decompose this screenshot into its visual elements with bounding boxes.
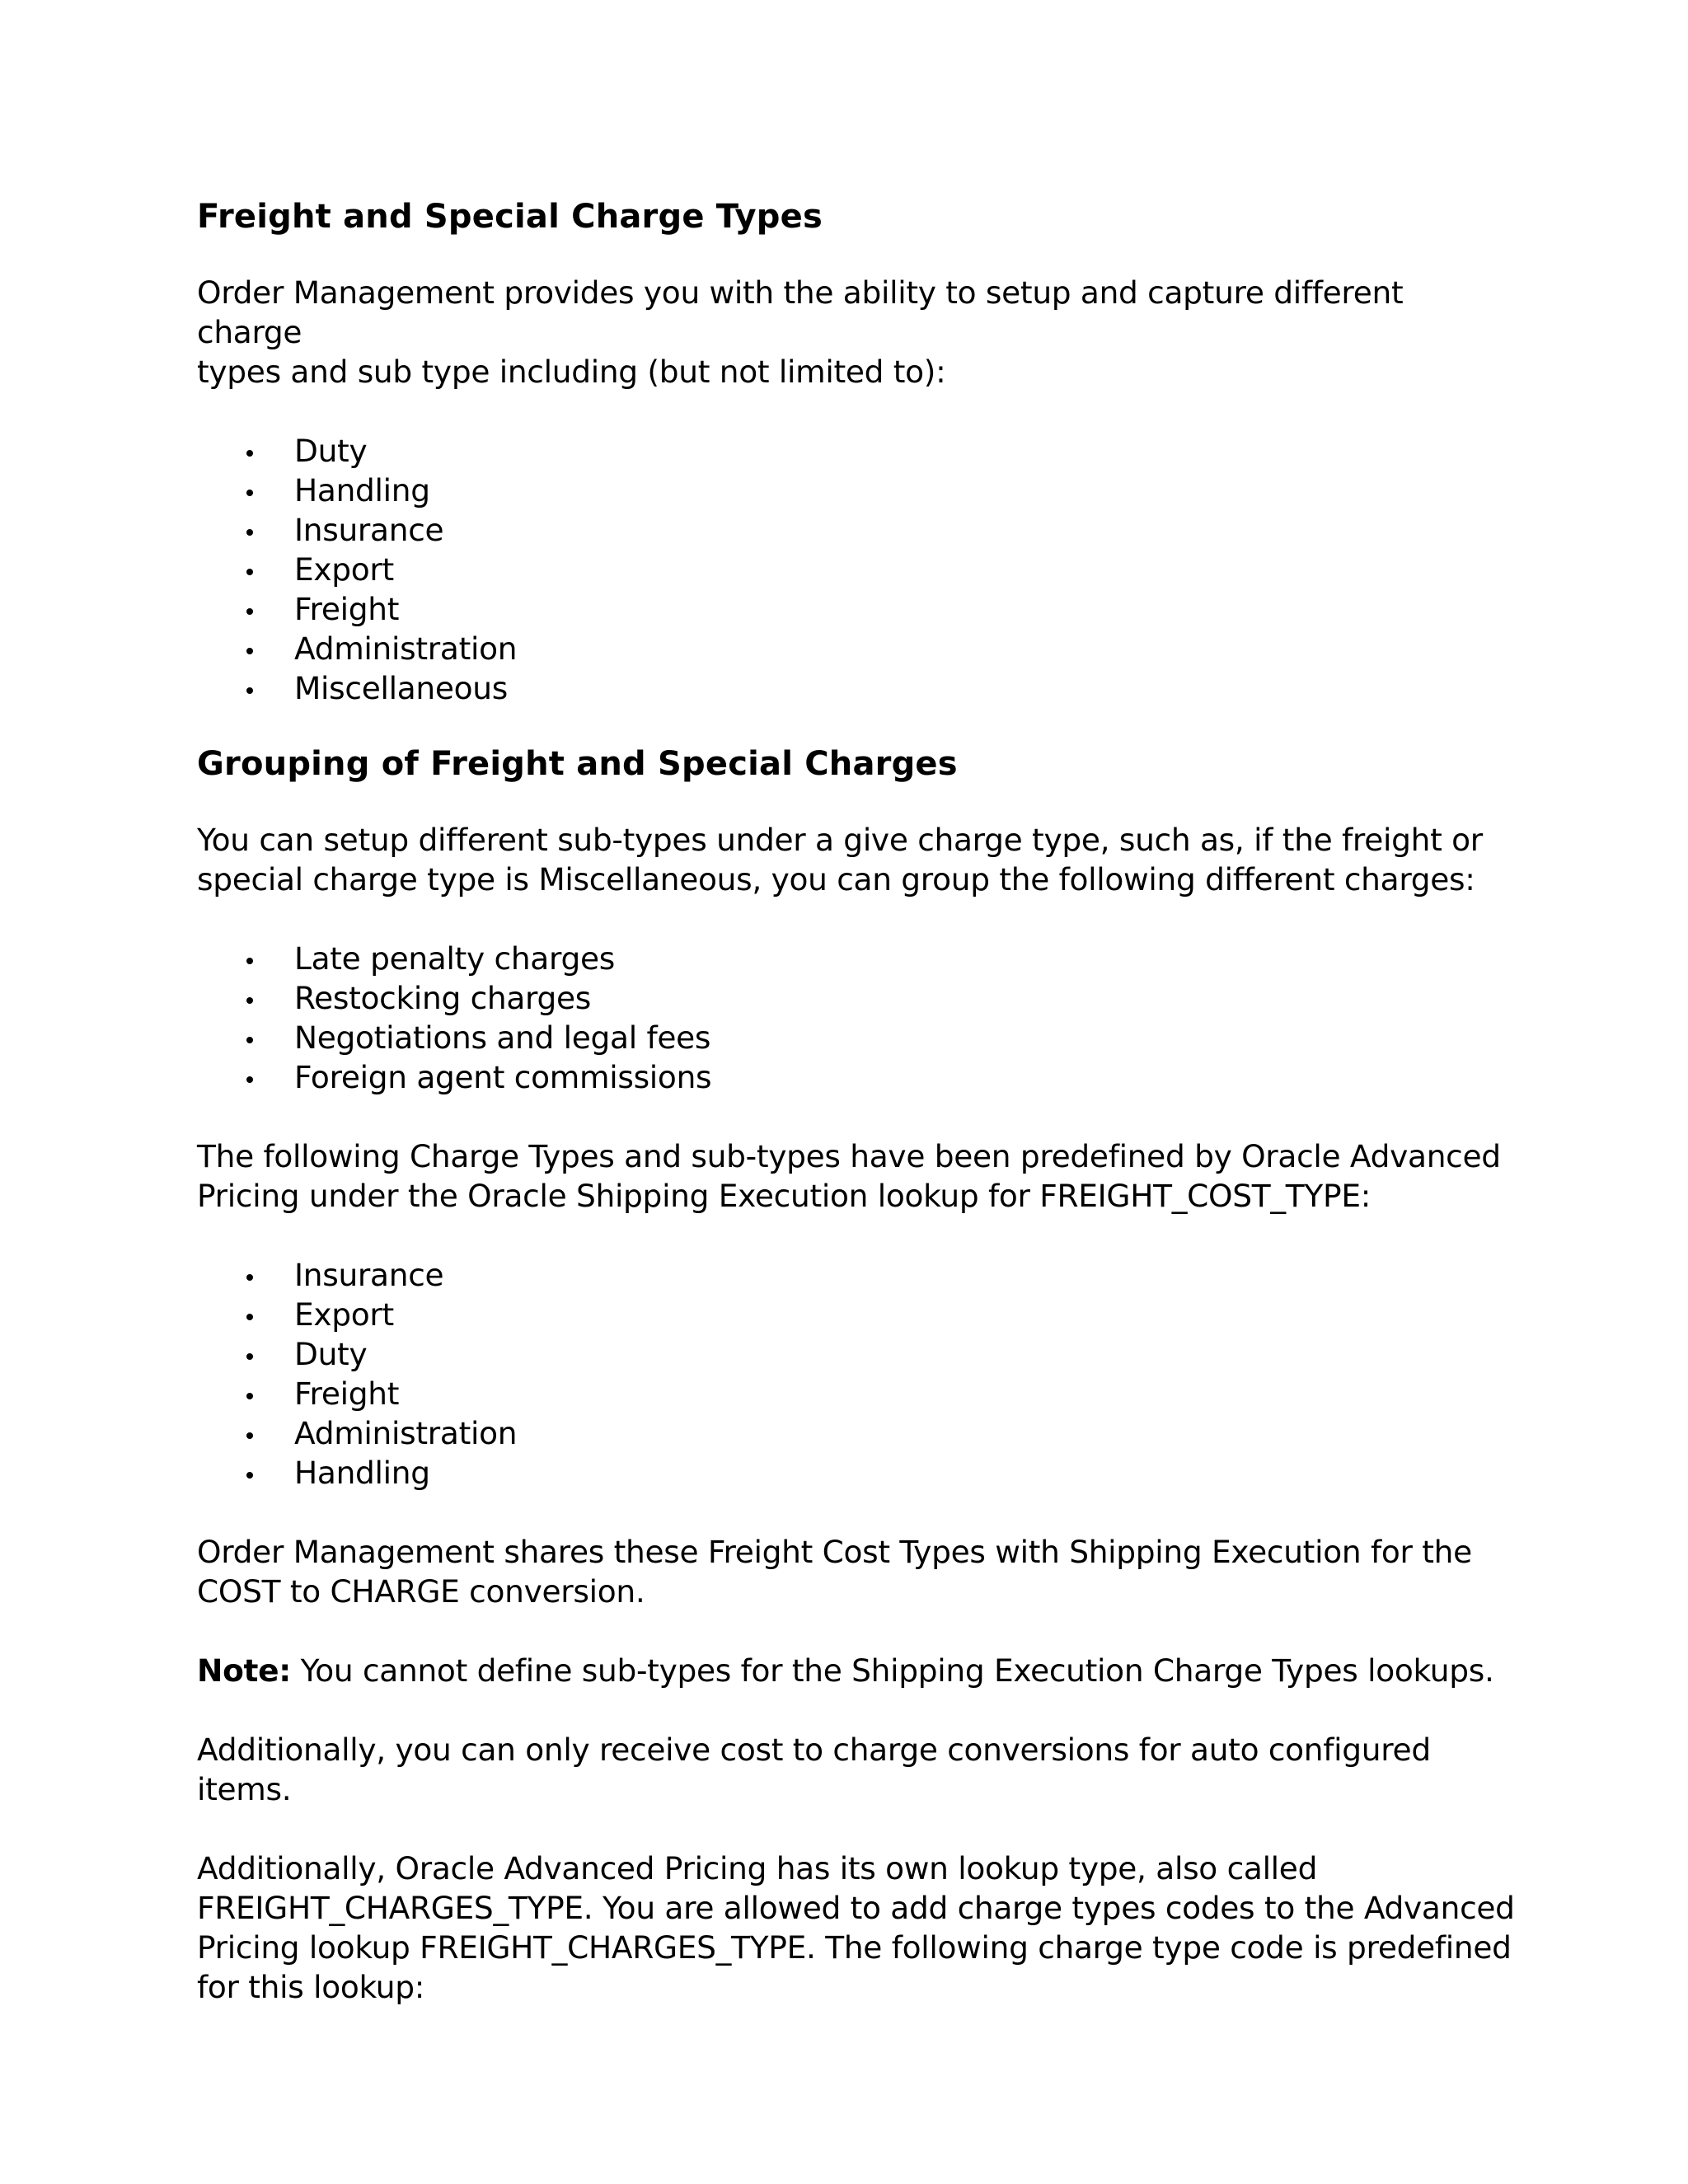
intro-line-1: Order Management provides you with the ability to setup and capture different charge [197, 274, 1404, 350]
additionally-paragraph-1: Additionally, you can only receive cost to charge conversions for auto configured items. [197, 1732, 1431, 1807]
list-item: Insurance [197, 1255, 1516, 1295]
list-item: Insurance [197, 510, 1516, 550]
predefined-paragraph [197, 1137, 1516, 1216]
list-item: Restocking charges [197, 978, 1516, 1018]
predefined-types-list [197, 1255, 1516, 1493]
shares-line-2: COST to CHARGE conversion. [197, 1573, 645, 1610]
predefined-line-1: The following Charge Types and sub-types have been predefined by Oracle Advanced [197, 1138, 1501, 1174]
shares-line-1: Order Management shares these Freight Cost Types with Shipping Execution for the [197, 1534, 1472, 1570]
list-item: Negotiations and legal fees [197, 1018, 1516, 1057]
additionally-line-2: FREIGHT_CHARGES_TYPE. You are allowed to add charge types codes to the Advanced [197, 1890, 1515, 1926]
note-text: You cannot define sub-types for the Shipping Execution Charge Types lookups. [291, 1652, 1494, 1689]
miscellaneous-charges-list [197, 939, 1516, 1097]
list-item: Export [197, 550, 1516, 589]
section-heading-charge-types: Freight and Special Charge Types [197, 198, 823, 236]
grouping-line-2: special charge type is Miscellaneous, you can group the following different charges: [197, 861, 1475, 898]
note-label: Note: [197, 1652, 292, 1689]
list-item: Foreign agent commissions [197, 1057, 1516, 1097]
list-item: Export [197, 1295, 1516, 1334]
list-item: Handling [197, 1453, 1516, 1493]
charge-type-list [197, 431, 1516, 708]
list-item: Handling [197, 471, 1516, 510]
list-item: Administration [197, 629, 1516, 668]
additionally-line-4: for this lookup: [197, 1969, 425, 2005]
additionally-line-1: Additionally, Oracle Advanced Pricing has its own lookup type, also called [197, 1850, 1318, 1886]
shares-paragraph [197, 1532, 1516, 1611]
list-item: Miscellaneous [197, 668, 1516, 708]
list-item: Late penalty charges [197, 939, 1516, 978]
intro-paragraph [197, 273, 1516, 391]
intro-line-2: types and sub type including (but not limited to): [197, 354, 946, 390]
additionally-line-3: Pricing lookup FREIGHT_CHARGES_TYPE. The following charge type code is predefined [197, 1929, 1512, 1966]
list-item: Freight [197, 589, 1516, 629]
document-page [197, 194, 1516, 2007]
list-item: Duty [197, 431, 1516, 471]
predefined-line-2: Pricing under the Oracle Shipping Execution lookup for FREIGHT_COST_TYPE: [197, 1178, 1372, 1214]
grouping-paragraph [197, 820, 1516, 899]
list-item: Freight [197, 1374, 1516, 1413]
note-paragraph [197, 1651, 1516, 1690]
list-item: Administration [197, 1413, 1516, 1453]
additionally-paragraph-2 [197, 1849, 1516, 2007]
grouping-line-1: You can setup different sub-types under a give charge type, such as, if the freight or [197, 822, 1483, 858]
list-item: Duty [197, 1334, 1516, 1374]
section-heading-grouping: Grouping of Freight and Special Charges [197, 745, 958, 783]
